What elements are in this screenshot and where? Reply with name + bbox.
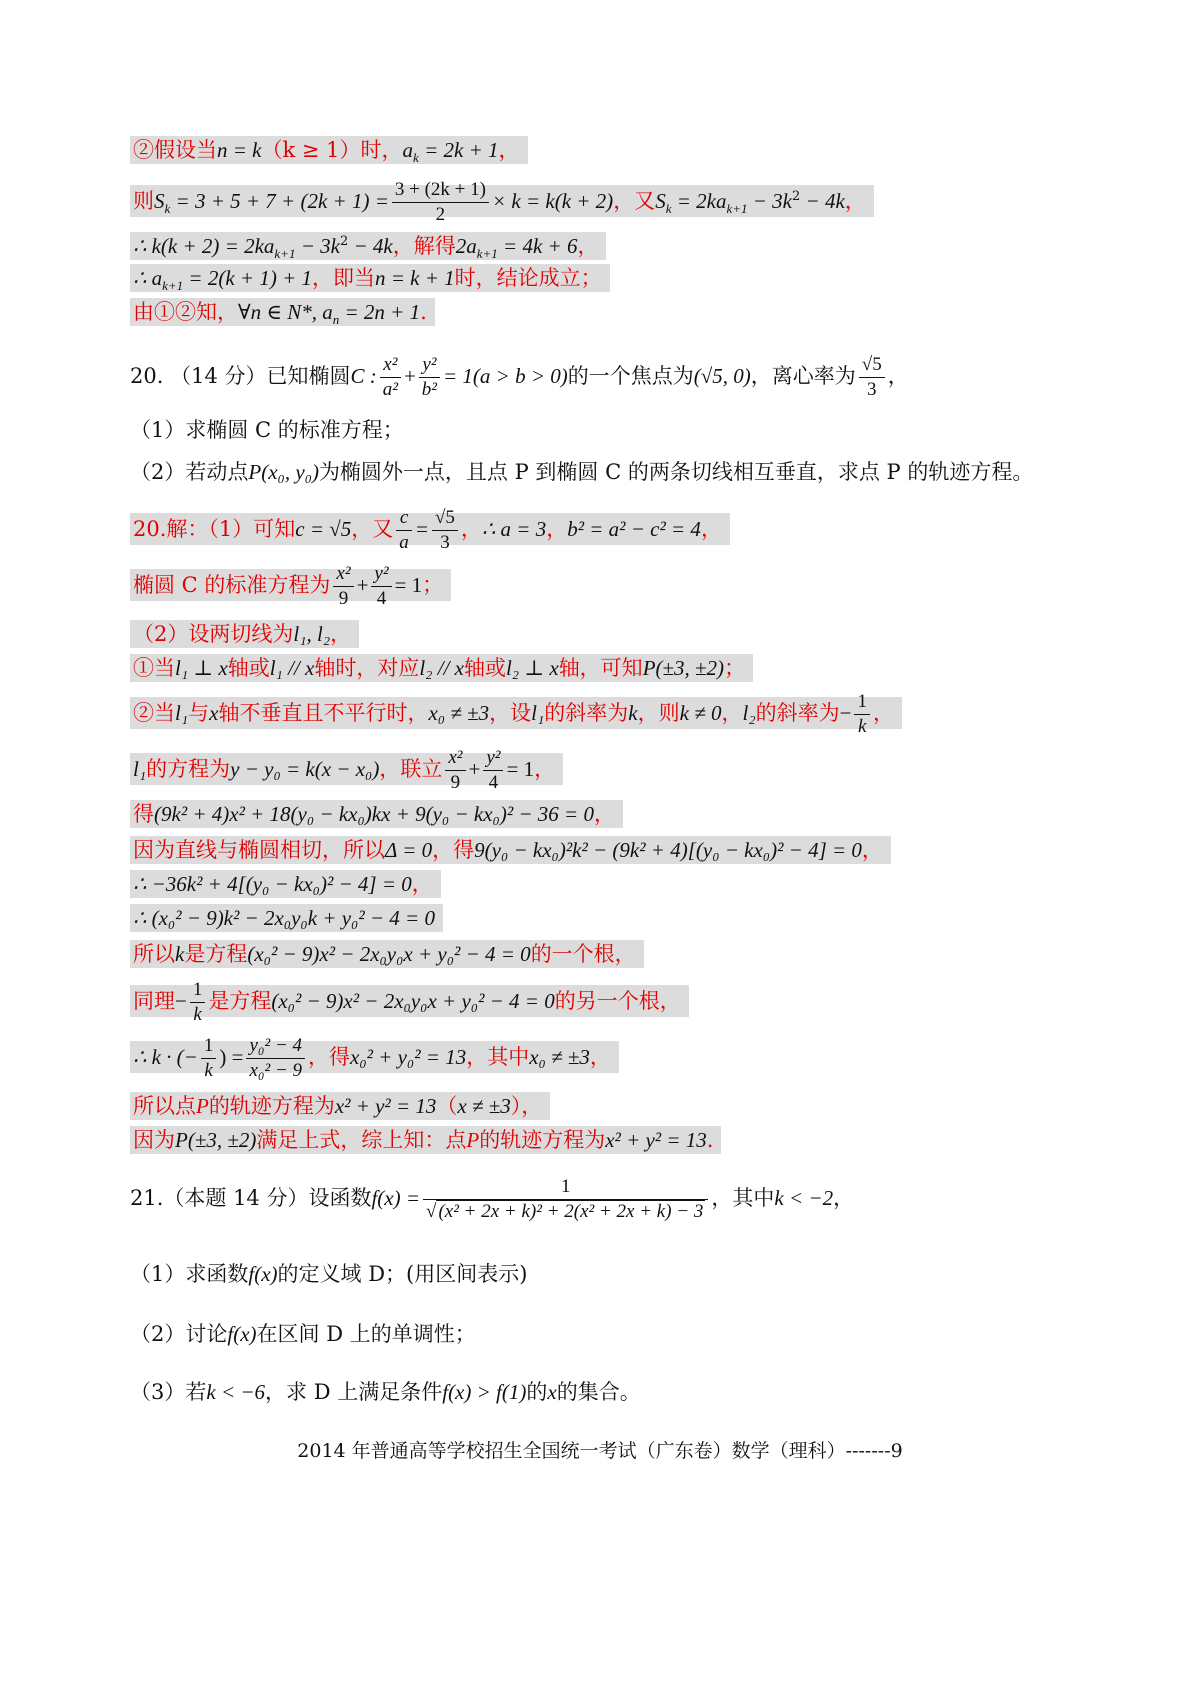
question-20 [130, 348, 909, 404]
math: P [466, 1128, 480, 1152]
math: f(x) [227, 1322, 257, 1346]
math: x [547, 1380, 557, 1404]
text: ， [498, 138, 520, 162]
math: f(x) [248, 1262, 278, 1286]
math: x [209, 701, 219, 725]
text: ，其中 [711, 1186, 775, 1210]
math: l₁ [133, 757, 147, 781]
text: 是方程 [184, 942, 248, 966]
text: 的斜率为 [755, 701, 840, 725]
text: （2）讨论 [130, 1322, 228, 1346]
math: Δ = 0 [385, 838, 433, 862]
radicand: (x² + 2x + k)² + 2(x² + 2x + k) − 3 [438, 1201, 704, 1222]
math: k+1 [274, 246, 296, 262]
text: ②当 [133, 701, 175, 725]
math: x₀ ≠ ±3 [428, 701, 490, 725]
math: x₀² + y₀² = 13 [350, 1045, 467, 1069]
math: x ≠ ±3 [457, 1094, 511, 1118]
math: 2a [455, 234, 477, 258]
text: （ [436, 1094, 458, 1118]
text: 轴，可知 [558, 656, 643, 680]
denominator: x₀² − 9 [249, 1060, 303, 1081]
math: − 4k [348, 234, 393, 258]
text: ，又 [351, 517, 394, 541]
denominator: 4 [376, 588, 387, 609]
denominator: a² [382, 379, 398, 400]
math: f(x) > f(1) [442, 1380, 527, 1404]
question-20-part-1 [130, 414, 404, 446]
text: （1）求函数 [130, 1262, 249, 1286]
math: P(x₀, y₀) [248, 460, 319, 484]
question-21-part-3 [130, 1376, 641, 1408]
fraction [445, 746, 465, 795]
text: 的斜率为 [544, 701, 629, 725]
numerator: √5 [859, 353, 885, 378]
solution-20-line-9 [130, 868, 441, 900]
text: ，其中 [466, 1045, 530, 1069]
denominator: b² [421, 379, 437, 400]
text: （3）若 [130, 1380, 207, 1404]
math: k [628, 701, 638, 725]
math: c = √5 [295, 517, 352, 541]
numerator: x² [445, 746, 465, 771]
solution-20-line-1 [130, 504, 730, 555]
math: n = k [217, 138, 262, 162]
numerator: y² [371, 562, 391, 587]
fraction [371, 562, 391, 611]
solution-20-line-10 [130, 902, 443, 934]
math: P [196, 1094, 209, 1118]
question-21-part-2 [130, 1318, 476, 1350]
text: . [706, 1128, 714, 1152]
text: ， [534, 757, 556, 781]
question-20-part-2 [130, 456, 1033, 488]
text: 时，结论成立； [454, 266, 602, 290]
text: ， [887, 364, 909, 388]
denominator: 3 [440, 532, 450, 553]
solution-20-line-4 [130, 652, 753, 684]
text: 所以 [133, 942, 175, 966]
math: (√5, 0) [693, 364, 751, 388]
solution-20-line-15 [130, 1124, 721, 1156]
math: f(x) = [371, 1186, 421, 1210]
numerator: √5 [432, 506, 458, 531]
math: n = k + 1 [375, 266, 455, 290]
text: ，解得 [392, 234, 456, 258]
math: = [414, 517, 429, 541]
denominator: 9 [338, 588, 349, 609]
text: ， [330, 622, 352, 646]
math: ∴ k · (− [133, 1045, 198, 1069]
text: ，求 D 上满足条件 [265, 1380, 443, 1404]
text: ， [872, 701, 894, 725]
denominator: k [204, 1060, 213, 1081]
text: 得 [133, 802, 154, 826]
text: （2）若动点 [130, 460, 249, 484]
math: S [655, 189, 666, 213]
text: 由①②知， [133, 300, 238, 324]
text: 为椭圆外一点，且点 P 到椭圆 C 的两条切线相互垂直，求点 P 的轨迹方程。 [318, 460, 1034, 484]
text: 满足上式，综上知：点 [256, 1128, 467, 1152]
math: b² = a² − c² = 4 [567, 517, 701, 541]
numerator: y² [419, 353, 440, 378]
math: ∴ a [133, 266, 163, 290]
math: = 1(a > b > 0) [443, 364, 568, 388]
text: （k ≥ 1）时， [261, 138, 403, 162]
text: ， [700, 517, 722, 541]
math: 2 [792, 189, 801, 204]
fraction [201, 1034, 217, 1083]
solution-20-line-14 [130, 1090, 550, 1122]
numerator: 1 [423, 1175, 708, 1200]
text: 在区间 D 上的单调性； [256, 1322, 476, 1346]
math: k [665, 201, 672, 217]
numerator: y² [483, 746, 503, 771]
denominator: 3 [866, 379, 877, 400]
text: 20.解：（1）可知 [133, 517, 296, 541]
math: k [413, 150, 419, 166]
fraction [432, 506, 458, 555]
math: + [403, 364, 416, 388]
question-number: 20. [130, 364, 164, 388]
fraction [333, 562, 353, 611]
text: 则 [133, 189, 154, 213]
text: ， [721, 701, 743, 725]
fraction [392, 178, 489, 227]
math: x₀ ≠ ±3 [529, 1045, 590, 1069]
math: a [402, 138, 414, 162]
text: ，得 [308, 1045, 351, 1069]
math: k < −2 [774, 1186, 834, 1210]
math: l₁ [175, 701, 189, 725]
fraction [246, 1034, 305, 1083]
math: x² + y² = 13 [334, 1094, 437, 1118]
text: ，即当 [312, 266, 375, 290]
denominator: 2 [435, 204, 446, 225]
text: 的轨迹方程为 [208, 1094, 335, 1118]
proof-line-2 [130, 172, 874, 234]
fraction [396, 506, 412, 555]
text: 同理 [133, 989, 175, 1013]
text: ， [593, 802, 615, 826]
math: − 3k [747, 189, 793, 213]
math: k+1 [162, 278, 184, 294]
denominator: √ (x² + 2x + k)² + 2(x² + 2x + k) − 3 [426, 1201, 704, 1222]
math: − 3k [295, 234, 340, 258]
numerator: y₀² − 4 [246, 1034, 305, 1059]
solution-20-line-5 [130, 688, 902, 739]
math: = 1 [506, 757, 535, 781]
text: 的方程为 [146, 757, 231, 781]
math: = 4k + 6 [497, 234, 578, 258]
solution-20-line-8 [130, 834, 891, 866]
math: y − y₀ = k(x − x₀) [230, 757, 380, 781]
text: ， [460, 517, 482, 541]
math: + [468, 757, 481, 781]
math: = 3 + 5 + 7 + (2k + 1) = [170, 189, 389, 213]
text: （2）设两切线为 [133, 622, 294, 646]
math: S [154, 189, 165, 213]
denominator: 9 [450, 772, 461, 793]
fraction [190, 978, 206, 1027]
text: 因为 [133, 1128, 175, 1152]
text: 的另一个根， [554, 989, 681, 1013]
numerator: c [396, 506, 412, 531]
text: 轴或 [227, 656, 270, 680]
math: k [164, 201, 171, 217]
text: ， [861, 838, 883, 862]
solution-20-line-11 [130, 938, 644, 970]
math: k+1 [476, 246, 498, 262]
math: k+1 [726, 201, 748, 217]
math: (x₀² − 9)x² − 2x₀y₀x + y₀² − 4 = 0 [247, 942, 531, 966]
math: − [175, 989, 187, 1013]
fraction [380, 353, 401, 402]
math: 2 [339, 234, 349, 249]
text: 轴或 [463, 656, 506, 680]
text: ）， [510, 1094, 543, 1118]
math: l₁, l₂ [293, 622, 331, 646]
math: l₁ [531, 701, 545, 725]
math: = 2k + 1 [418, 138, 499, 162]
text: 轴不垂直且不平行时， [218, 701, 429, 725]
math: l₁ ⊥ x [175, 656, 228, 680]
text: ， [577, 234, 599, 258]
text: （1）求椭圆 C 的标准方程； [130, 418, 404, 442]
solution-20-line-7 [130, 798, 623, 830]
text: ； [724, 656, 746, 680]
solution-20-line-6 [130, 744, 563, 795]
math: (x₀² − 9)x² − 2x₀y₀x + y₀² − 4 = 0 [271, 989, 555, 1013]
math: 9(y₀ − kx₀)²k² − (9k² + 4)[(y₀ − kx₀)² − 4] = 0 [474, 838, 862, 862]
math: ∴ (x₀² − 9)k² − 2x₀y₀k + y₀² − 4 = 0 [133, 906, 435, 930]
text: 的定义域 D；(用区间表示) [277, 1262, 528, 1286]
text: ， [844, 189, 866, 213]
text: 是方程 [208, 989, 272, 1013]
solution-20-line-12 [130, 976, 689, 1027]
text: ， [546, 517, 568, 541]
text: ，设 [489, 701, 532, 725]
math: n [332, 312, 340, 328]
text: 所以点 [133, 1094, 196, 1118]
text: . [420, 300, 427, 324]
math: ∴ −36k² + 4[(y₀ − kx₀)² − 4] = 0 [133, 872, 412, 896]
proof-line-1 [130, 134, 528, 174]
numerator: 1 [190, 978, 206, 1003]
text: 椭圆 C 的标准方程为 [133, 573, 331, 597]
math: l₂ ⊥ x [505, 656, 559, 680]
numerator: 3 + (2k + 1) [392, 178, 489, 203]
text: ，则 [637, 701, 680, 725]
text: ，又 [613, 189, 656, 213]
math: l₂ [742, 701, 756, 725]
solution-20-line-13 [130, 1032, 619, 1083]
text: ②假设当 [133, 138, 217, 162]
text: 的一个根， [530, 942, 636, 966]
text: ①当 [133, 656, 175, 680]
text: 的轨迹方程为 [479, 1128, 606, 1152]
question-21 [130, 1168, 854, 1228]
page-footer: 2014 年普通高等学校招生全国统一考试（广东卷）数学（理科）-------9 [297, 1440, 903, 1462]
text: ； [422, 573, 444, 597]
numerator: 1 [854, 690, 870, 715]
proof-line-5 [130, 296, 435, 336]
math: = 1 [394, 573, 423, 597]
solution-20-line-2 [130, 560, 451, 611]
fraction [423, 1175, 708, 1224]
math: − 4k [800, 189, 845, 213]
text: 与 [188, 701, 210, 725]
text: ， [589, 1045, 611, 1069]
math: k ≠ 0 [679, 701, 722, 725]
math: P(±3, ±2) [175, 1128, 257, 1152]
fraction [859, 353, 885, 402]
denominator: k [858, 716, 867, 737]
math: ∴ a = 3 [481, 517, 547, 541]
text: 的集合。 [556, 1380, 641, 1404]
text: ， [833, 1186, 855, 1210]
text: ， [411, 872, 433, 896]
math: = 2ka [671, 189, 727, 213]
math: + [356, 573, 369, 597]
math: ∀n ∈ N*, a [238, 300, 333, 324]
math: P(±3, ±2) [642, 656, 725, 680]
text: 的一个焦点为 [567, 364, 694, 388]
text: ，得 [432, 838, 475, 862]
numerator: x² [380, 353, 401, 378]
denominator: 4 [488, 772, 499, 793]
text: ，联立 [379, 757, 443, 781]
denominator: a [399, 532, 409, 553]
math: k < −6 [206, 1380, 266, 1404]
math: = 2(k + 1) + 1 [183, 266, 312, 290]
math: C : [350, 364, 377, 388]
math: ) = [219, 1045, 244, 1069]
math: l₁ // x [269, 656, 315, 680]
text: 的 [526, 1380, 548, 1404]
text: 因为直线与椭圆相切，所以 [133, 838, 385, 862]
math: = 2n + 1 [339, 300, 421, 324]
math: ∴ k(k + 2) = 2ka [133, 234, 275, 258]
question-21-part-1 [130, 1258, 527, 1290]
math: (9k² + 4)x² + 18(y₀ − kx₀)kx + 9(y₀ − kx₀)² − 36 = 0 [154, 802, 594, 826]
text: ，离心率为 [750, 364, 856, 388]
text: 轴时，对应 [314, 656, 420, 680]
numerator: 1 [201, 1034, 217, 1059]
text: （14 分）已知椭圆 [170, 364, 351, 388]
math: × k = k(k + 2) [491, 189, 614, 213]
fraction [419, 353, 440, 402]
fraction [854, 690, 870, 739]
math: l₂ // x [419, 656, 464, 680]
math: x² + y² = 13 [605, 1128, 707, 1152]
solution-20-line-3 [130, 618, 359, 650]
numerator: x² [333, 562, 353, 587]
question-number: 21.（本题 14 分）设函数 [130, 1186, 372, 1210]
fraction [483, 746, 503, 795]
math: − [839, 701, 852, 725]
math: k [175, 942, 185, 966]
denominator: k [193, 1004, 202, 1025]
